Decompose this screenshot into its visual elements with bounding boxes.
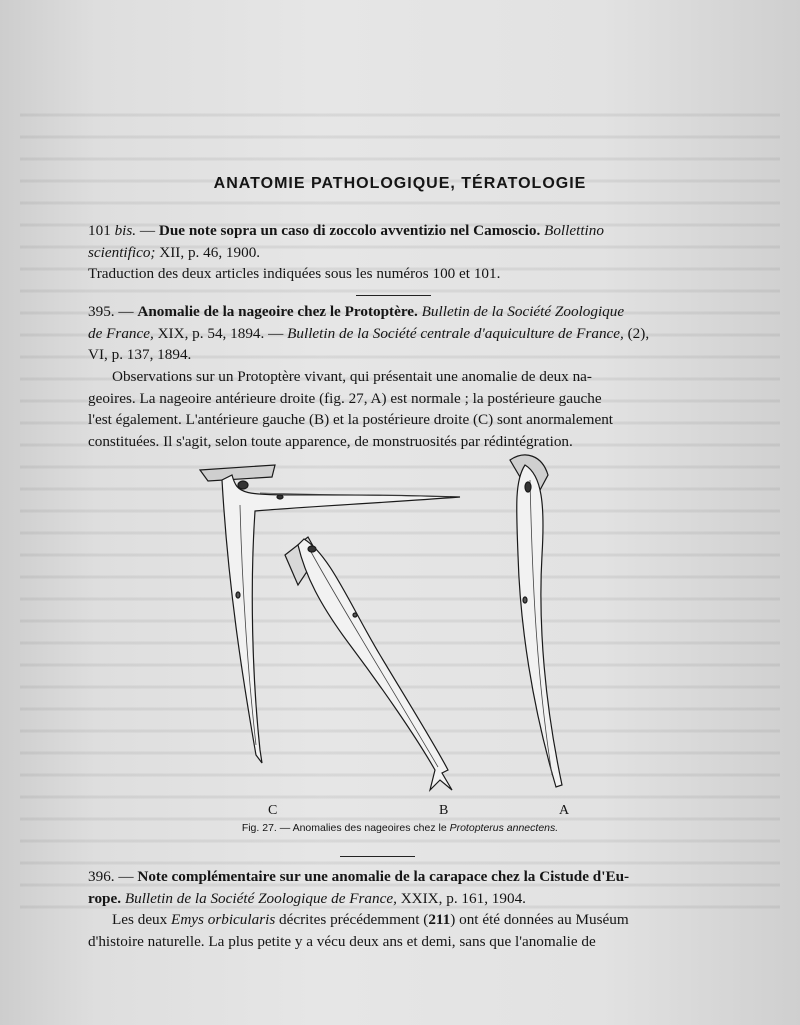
entry-101-dash: — <box>136 222 159 239</box>
entry-396-number: 396. — <box>88 868 138 885</box>
body-text: ) ont été données au Muséum <box>450 911 629 928</box>
entry-396-ref: XXIX, p. 161, 1904. <box>396 889 526 907</box>
entry-396-title-cont: rope. <box>88 889 122 907</box>
body-text: décrites précédemment ( <box>275 911 429 928</box>
entry-101 <box>88 220 684 285</box>
entry-395-journal-1: Bulletin de la Société Zoologique <box>421 303 625 320</box>
fin-illustration <box>180 445 600 805</box>
species-name: Emys orbicularis <box>171 911 276 928</box>
entry-101-title: Due note sopra un caso di zoccolo avventizio nel Camoscio. <box>158 222 541 239</box>
entry-101-note: Traduction des deux articles indiquées sous les numéros 100 et 101. <box>88 265 501 282</box>
figure-caption-species: Protopterus annectens. <box>449 822 559 834</box>
figure-label-a: A <box>559 803 570 818</box>
entry-395-journal-1-cont: de France, <box>88 324 154 342</box>
figure-caption <box>170 822 630 834</box>
body-line: constituées. Il s'agit, selon toute apparence, de monstruosités par rédintégration. <box>88 432 573 450</box>
separator-rule <box>340 856 415 857</box>
entry-395-journal-2: Bulletin de la Société centrale d'aquiculture de France, <box>287 324 624 342</box>
entry-396-body-1 <box>88 909 684 931</box>
entry-396-body-2: d'histoire naturelle. La plus petite y a vécu deux ans et demi, sans que l'anomalie de <box>88 932 596 950</box>
entry-396-journal: Bulletin de la Société Zoologique de France, <box>124 889 397 907</box>
entry-396-title: Note complémentaire sur une anomalie de la carapace chez la Cistude d'Eu- <box>137 868 630 885</box>
body-line: Observations sur un Protoptère vivant, qui présentait une anomalie de deux na- <box>112 368 592 385</box>
entry-395-title: Anomalie de la nageoire chez le Protoptère. <box>137 303 418 320</box>
entry-101-bis: bis. <box>114 222 137 239</box>
fin-b-drawing <box>285 537 452 790</box>
entry-396-line-1 <box>88 866 684 888</box>
body-text: Les deux <box>112 911 172 928</box>
fin-a-drawing <box>510 455 562 787</box>
entry-396-line-2 <box>88 888 684 910</box>
body-line: l'est également. L'antérieure gauche (B) et la postérieure droite (C) sont anormalement <box>88 411 614 428</box>
entry-395-number: 395. — <box>88 303 138 320</box>
entry-101-journal: Bollettino <box>544 222 604 239</box>
entry-101-number: 101 <box>88 222 111 239</box>
body-line: geoires. La nageoire antérieure droite (fig. 27, A) est normale ; la postérieure gauche <box>88 389 602 407</box>
entry-395-line-1 <box>88 301 684 323</box>
entry-395-line-2 <box>88 323 684 345</box>
section-title: ANATOMIE PATHOLOGIQUE, TÉRATOLOGIE <box>213 175 587 192</box>
entry-101-line-1 <box>88 220 684 242</box>
figure-label-b: B <box>439 803 449 818</box>
entry-395-ref-2-cont: VI, p. 137, 1894. <box>88 346 192 363</box>
reference-number: 211 <box>428 911 451 928</box>
entry-395-ref-2: (2), <box>623 324 650 342</box>
entry-395 <box>88 301 684 366</box>
entry-396 <box>88 866 684 952</box>
separator-rule <box>356 295 431 296</box>
entry-395-ref-1: XIX, p. 54, 1894. — <box>153 324 288 342</box>
figure-label-c: C <box>268 803 278 818</box>
entry-101-ref: XII, p. 46, 1900. <box>155 243 261 261</box>
figure-caption-text: Fig. 27. — Anomalies des nageoires chez le <box>241 822 450 834</box>
entry-101-line-2 <box>88 242 684 264</box>
entry-395-body <box>88 366 684 452</box>
entry-101-journal-cont: scientifico; <box>88 243 156 261</box>
figure-27 <box>180 445 600 805</box>
